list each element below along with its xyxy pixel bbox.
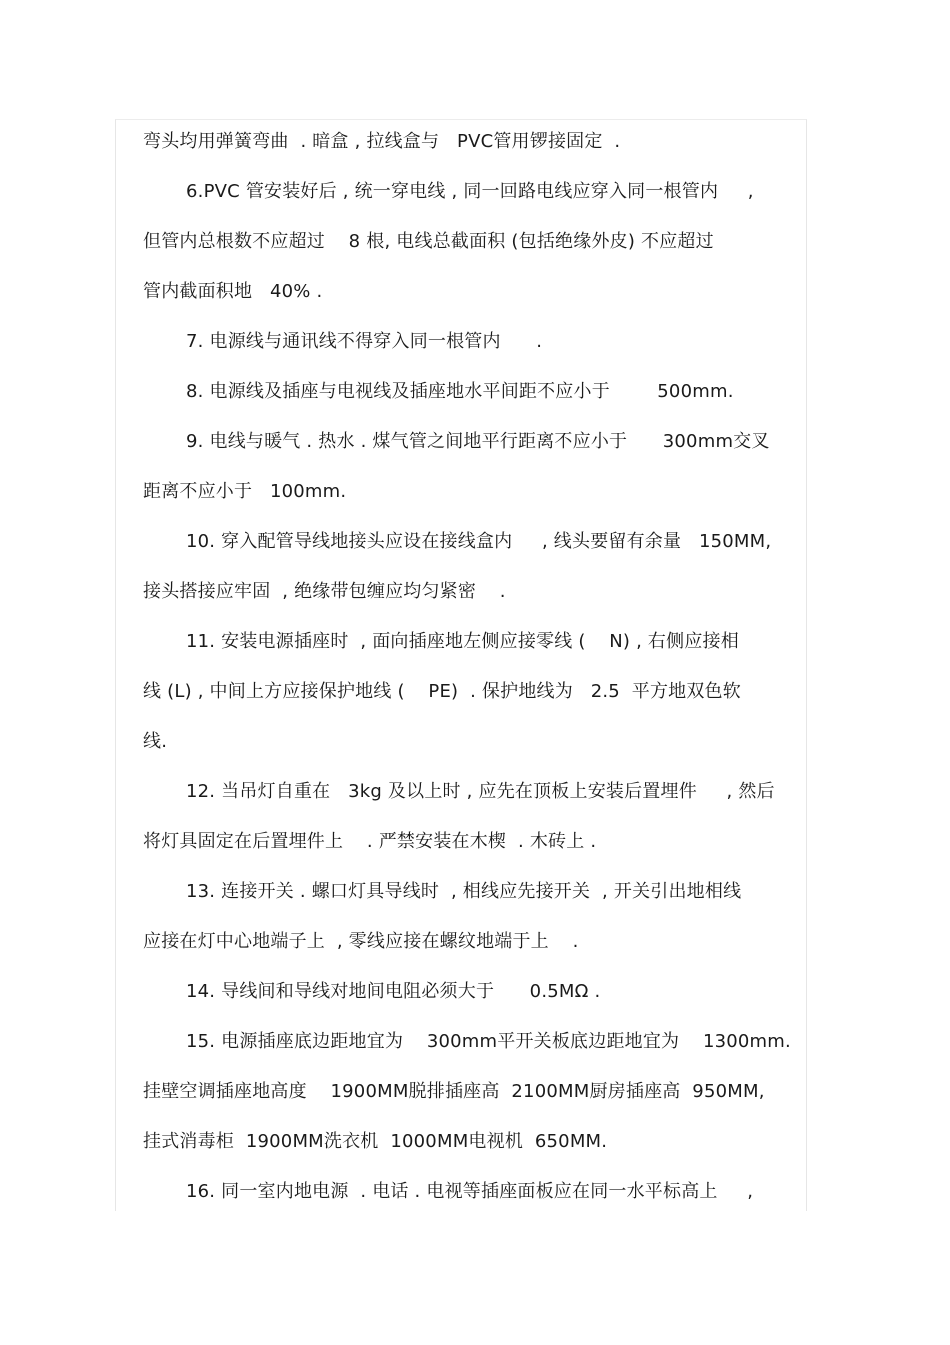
text-line: 13. 连接开关 . 螺口灯具导线时 , 相线应先接开关 , 开关引出地相线 bbox=[186, 881, 742, 902]
text-line: 但管内总根数不应超过 8 根, 电线总截面积 (包括绝缘外皮) 不应超过 bbox=[143, 231, 714, 252]
text-line: 10. 穿入配管导线地接头应设在接线盒内 , 线头要留有余量 150MM, bbox=[186, 531, 772, 552]
text-line: 线 (L) , 中间上方应接保护地线 ( PE) . 保护地线为 2.5 平方地双色软 bbox=[143, 681, 741, 702]
text-line: 挂式消毒柜 1900MM洗衣机 1000MM电视机 650MM. bbox=[143, 1131, 608, 1152]
text-line: 接头搭接应牢固 , 绝缘带包缠应均匀紧密 . bbox=[143, 581, 506, 602]
text-line: 应接在灯中心地端子上 , 零线应接在螺纹地端于上 . bbox=[143, 931, 579, 952]
text-line: 挂壁空调插座地高度 1900MM脱排插座高 2100MM厨房插座高 950MM, bbox=[143, 1081, 765, 1102]
text-line: 弯头均用弹簧弯曲 . 暗盒 , 拉线盒与 PVC管用锣接固定 . bbox=[143, 131, 621, 152]
text-line: 14. 导线间和导线对地间电阻必须大于 0.5MΩ . bbox=[186, 981, 601, 1002]
text-line: 将灯具固定在后置埋件上 . 严禁安装在木楔 . 木砖上 . bbox=[143, 831, 597, 852]
text-line: 12. 当吊灯自重在 3kg 及以上时 , 应先在顶板上安装后置埋件 , 然后 bbox=[186, 781, 775, 802]
text-line: 管内截面积地 40% . bbox=[143, 281, 323, 302]
text-line: 7. 电源线与通讯线不得穿入同一根管内 . bbox=[186, 331, 543, 352]
text-line: 15. 电源插座底边距地宜为 300mm平开关板底边距地宜为 1300mm. bbox=[186, 1031, 791, 1052]
text-line: 9. 电线与暖气 . 热水 . 煤气管之间地平行距离不应小于 300mm交叉 bbox=[186, 431, 770, 452]
text-line: 线. bbox=[143, 731, 168, 752]
text-line: 6.PVC 管安装好后 , 统一穿电线 , 同一回路电线应穿入同一根管内 , bbox=[186, 181, 754, 202]
text-line: 距离不应小于 100mm. bbox=[143, 481, 347, 502]
text-line: 11. 安装电源插座时 , 面向插座地左侧应接零线 ( N) , 右侧应接相 bbox=[186, 631, 739, 652]
text-line: 8. 电源线及插座与电视线及插座地水平间距不应小于 500mm. bbox=[186, 381, 734, 402]
text-line: 16. 同一室内地电源 . 电话 . 电视等插座面板应在同一水平标高上 , bbox=[186, 1181, 754, 1202]
